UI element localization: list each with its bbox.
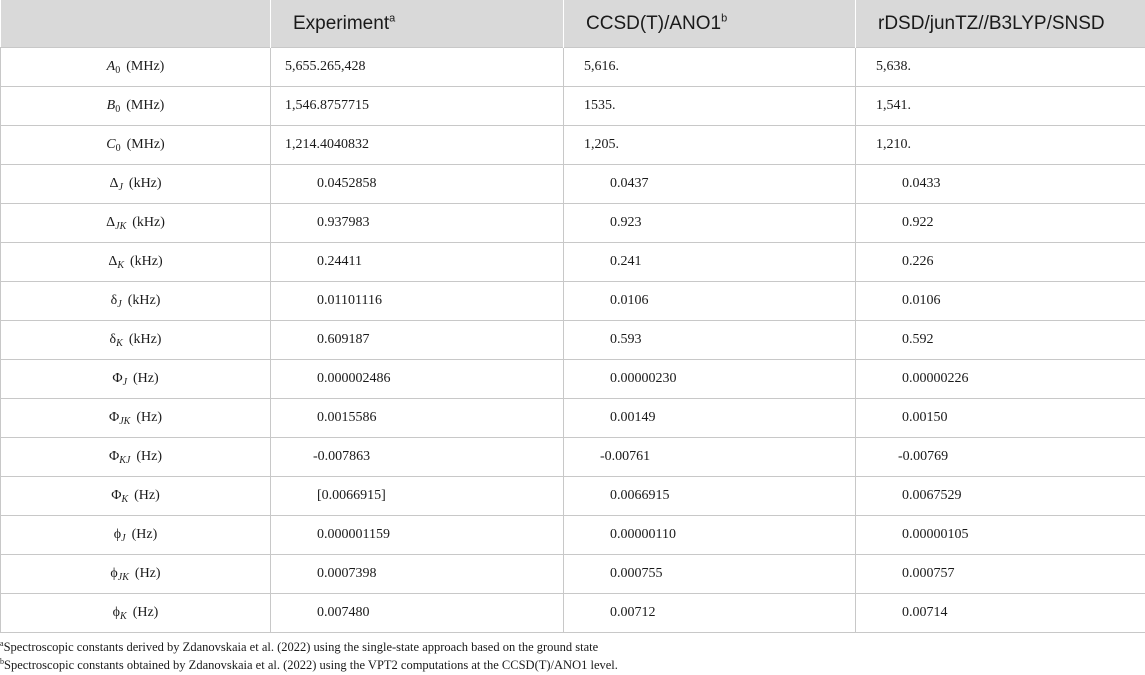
header-experiment [271, 0, 564, 48]
ccsdt-value: 0.0437 [564, 165, 856, 204]
parameter-cell [1, 516, 271, 555]
parameter-cell [1, 477, 271, 516]
experiment-value: 0.0452858 [271, 165, 564, 204]
parameter-subscript: 0 [115, 143, 121, 154]
experiment-value: 1,214.4040832 [271, 126, 564, 165]
table-row [1, 165, 1145, 204]
parameter-unit: (Hz) [132, 605, 159, 620]
rdsd-value: 5,638. [856, 48, 1145, 87]
parameter-cell [1, 594, 271, 633]
parameter-cell [1, 555, 271, 594]
ccsdt-value: 0.00712 [564, 594, 856, 633]
parameter-symbol: ϕ [113, 527, 122, 542]
header-parameter [1, 0, 271, 48]
parameter-unit: (Hz) [134, 488, 160, 503]
parameter-symbol: ϕ [110, 566, 118, 581]
header-ccsdt [564, 0, 856, 48]
parameter-subscript: J [118, 182, 123, 193]
experiment-value: 5,655.265,428 [271, 48, 564, 87]
header-experiment-label: Experiment [293, 12, 390, 34]
parameter-cell [1, 243, 271, 282]
rdsd-value: 0.0433 [856, 165, 1145, 204]
parameter-symbol: Φ [112, 371, 123, 386]
experiment-value: [0.0066915] [271, 477, 564, 516]
parameter-symbol: Φ [109, 449, 120, 464]
parameter-symbol: ϕ [112, 605, 121, 620]
parameter-unit: (MHz) [126, 137, 165, 152]
parameter-symbol: Φ [109, 410, 120, 425]
experiment-value: 0.0007398 [271, 555, 564, 594]
table-row [1, 204, 1145, 243]
experiment-value: -0.007863 [271, 438, 564, 477]
parameter-cell [1, 126, 271, 165]
table-row [1, 399, 1145, 438]
parameter-cell [1, 360, 271, 399]
table-row [1, 282, 1145, 321]
header-rdsd: rDSD/junTZ//B3LYP/SNSD [856, 0, 1145, 48]
parameter-unit: (MHz) [126, 98, 165, 113]
ccsdt-value: 0.0106 [564, 282, 856, 321]
parameter-cell [1, 204, 271, 243]
footnote-a-mark: a [0, 638, 4, 648]
footnote-b-text: Spectroscopic constants obtained by Zdanovskaia et al. (2022) using the VPT2 computations at the CCSD(T)/ANO1 level. [4, 658, 618, 672]
parameter-unit: (Hz) [134, 566, 161, 581]
ccsdt-value: 1535. [564, 87, 856, 126]
parameter-cell [1, 321, 271, 360]
footnote-b [0, 658, 1145, 673]
table-header [1, 0, 1145, 48]
parameter-unit: (Hz) [131, 527, 158, 542]
rdsd-value: -0.00769 [856, 438, 1145, 477]
parameter-subscript: K [117, 260, 125, 271]
parameter-subscript: 0 [115, 104, 121, 115]
parameter-unit: (Hz) [136, 449, 162, 464]
ccsdt-value: 0.923 [564, 204, 856, 243]
footnote-mark-b: b [721, 12, 728, 25]
footnote-mark-a: a [389, 12, 396, 25]
ccsdt-value: 0.00000230 [564, 360, 856, 399]
table-row [1, 87, 1145, 126]
parameter-symbol: Δ [109, 176, 119, 191]
rdsd-value: 0.00000105 [856, 516, 1145, 555]
experiment-value: 0.609187 [271, 321, 564, 360]
parameter-subscript: 0 [115, 65, 121, 76]
parameter-cell [1, 87, 271, 126]
parameter-subscript: JK [115, 221, 127, 232]
table-row [1, 555, 1145, 594]
rdsd-value: 0.00150 [856, 399, 1145, 438]
parameter-cell [1, 48, 271, 87]
table-row [1, 243, 1145, 282]
parameter-subscript: K [120, 611, 127, 622]
parameter-symbol: C [106, 137, 116, 152]
ccsdt-value: 1,205. [564, 126, 856, 165]
rdsd-value: 0.00714 [856, 594, 1145, 633]
rdsd-value: 1,541. [856, 87, 1145, 126]
table-row [1, 594, 1145, 633]
table-row [1, 126, 1145, 165]
header-ccsdt-label: CCSD(T)/ANO1 [586, 12, 722, 34]
parameter-subscript: J [122, 377, 128, 388]
rdsd-value: 1,210. [856, 126, 1145, 165]
parameter-symbol: B [106, 98, 116, 113]
table-row [1, 48, 1145, 87]
parameter-unit: (MHz) [126, 59, 165, 74]
rdsd-value: 0.00000226 [856, 360, 1145, 399]
experiment-value: 0.0015586 [271, 399, 564, 438]
experiment-value: 0.007480 [271, 594, 564, 633]
parameter-cell [1, 438, 271, 477]
footnote-a-text: Spectroscopic constants derived by Zdanovskaia et al. (2022) using the single-state approach based on the ground state [3, 640, 599, 654]
ccsdt-value: 5,616. [564, 48, 856, 87]
rdsd-value: 0.000757 [856, 555, 1145, 594]
parameter-symbol: δ [109, 332, 117, 347]
parameter-subscript: JK [119, 416, 131, 427]
parameter-cell [1, 165, 271, 204]
footnote-a [0, 640, 1145, 655]
rdsd-value: 0.226 [856, 243, 1145, 282]
rdsd-value: 0.592 [856, 321, 1145, 360]
parameter-unit: (kHz) [128, 332, 162, 347]
ccsdt-value: 0.241 [564, 243, 856, 282]
rdsd-value: 0.0067529 [856, 477, 1145, 516]
parameter-unit: (Hz) [136, 410, 162, 425]
ccsdt-value: 0.593 [564, 321, 856, 360]
table-body [1, 48, 1145, 633]
parameter-symbol: A [106, 59, 116, 74]
parameter-symbol: Δ [106, 215, 116, 230]
rdsd-value: 0.922 [856, 204, 1145, 243]
ccsdt-value: 0.00149 [564, 399, 856, 438]
parameter-unit: (Hz) [133, 371, 159, 386]
footnote-b-mark: b [0, 656, 4, 666]
parameter-unit: (kHz) [132, 215, 165, 230]
parameter-subscript: K [121, 494, 129, 505]
table-row [1, 360, 1145, 399]
experiment-value: 0.937983 [271, 204, 564, 243]
parameter-unit: (kHz) [127, 293, 161, 308]
parameter-subscript: K [116, 338, 123, 349]
experiment-value: 0.01101116 [271, 282, 564, 321]
ccsdt-value: 0.000755 [564, 555, 856, 594]
table-row [1, 477, 1145, 516]
table-row [1, 438, 1145, 477]
parameter-subscript: JK [117, 572, 129, 583]
parameter-subscript: J [117, 299, 122, 310]
ccsdt-value: -0.00761 [564, 438, 856, 477]
parameter-cell [1, 399, 271, 438]
parameter-cell [1, 282, 271, 321]
parameter-symbol: Δ [108, 254, 118, 269]
table-row [1, 516, 1145, 555]
parameter-subscript: J [121, 533, 126, 544]
experiment-value: 0.24411 [271, 243, 564, 282]
rdsd-value: 0.0106 [856, 282, 1145, 321]
header-row [1, 0, 1145, 48]
experiment-value: 0.000002486 [271, 360, 564, 399]
parameter-subscript: KJ [119, 455, 131, 466]
parameter-symbol: δ [110, 293, 118, 308]
parameter-symbol: Φ [111, 488, 122, 503]
ccsdt-value: 0.00000110 [564, 516, 856, 555]
experiment-value: 0.000001159 [271, 516, 564, 555]
ccsdt-value: 0.0066915 [564, 477, 856, 516]
experiment-value: 1,546.8757715 [271, 87, 564, 126]
table-row [1, 321, 1145, 360]
parameter-unit: (kHz) [128, 176, 162, 191]
parameter-unit: (kHz) [130, 254, 163, 269]
